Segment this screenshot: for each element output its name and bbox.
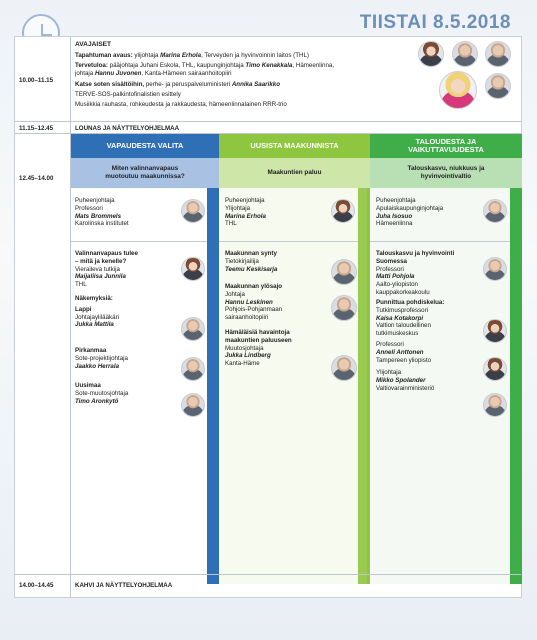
speaker-photo xyxy=(418,41,444,67)
session-time: 12.45–14.00 xyxy=(19,175,54,182)
column-subtitle-2: Maakuntien paluu xyxy=(219,158,370,188)
speaker-photo xyxy=(483,199,507,223)
program-sheet xyxy=(14,36,522,598)
column-header-3: TALOUDESTA JA VAIKUTTAVUUDESTA xyxy=(370,134,522,158)
lunch-time: 11.15–12.45 xyxy=(19,125,54,132)
speaker-photo xyxy=(331,355,357,381)
speaker-photo xyxy=(331,199,355,223)
speaker-photo xyxy=(331,259,357,285)
talk-3-4: Ylijohtaja Mikko Spolander Valtiovarainministeriö xyxy=(376,369,435,392)
opening-title: AVAJAISET xyxy=(75,41,112,48)
chair-1: Puheenjohtaja Professori Mats Brommels Karolinska institutet xyxy=(75,197,129,228)
talk-1-3: Pirkanmaa Sote-projektijohtaja Jaakko Herrala xyxy=(75,347,128,370)
speaker-photo xyxy=(452,41,478,67)
coffee-time: 14.00–14.45 xyxy=(19,582,54,589)
talk-2-1: Maakunnan synty Tietokirjailija Teemu Keskisarja xyxy=(225,250,278,273)
speaker-photo xyxy=(181,393,205,417)
coffee-label: KAHVI JA NÄYTTELYOHJELMAA xyxy=(75,582,173,589)
column-subtitle-1: Miten valinnanvapaus muotoutuu maakunnissa? xyxy=(71,158,219,188)
speaker-photo xyxy=(485,73,511,99)
chair-2: Puheenjohtaja Ylijohtaja Marina Erhola THL xyxy=(225,197,266,228)
talk-2-2: Maakunnan ylösajo Johtaja Hannu Leskinen Pohjois-Pohjanmaan sairaanhoitopiiri xyxy=(225,283,283,322)
speaker-photo xyxy=(483,393,507,417)
talk-1-4: Uusimaa Sote-muutosjohtaja Timo Aronkytö xyxy=(75,382,129,405)
speaker-photo xyxy=(483,319,507,343)
talk-3-1: Talouskasvu ja hyvinvointi Suomessa Professori Matti Pohjola Aalto-yliopiston kauppakorkeakoulu xyxy=(376,250,455,296)
talk-3-2: Punnittua pohdiskelua: Tutkimusprofessori Kaisa Kotakorpi Valtion taloudellinen tutkimuskeskus xyxy=(376,299,445,338)
talk-2-3: Hämäläisiä havaintoja maakuntien paluuseen Muutosjohtaja Jukka Lindberg Kanta-Häme xyxy=(225,329,292,368)
speaker-photo xyxy=(483,257,507,281)
speaker-photo xyxy=(181,357,205,381)
speaker-photo xyxy=(483,357,507,381)
speaker-photo xyxy=(181,199,205,223)
speaker-photo xyxy=(439,71,477,109)
column-subtitle-3: Talouskasvu, niukkuus ja hyvinvointivaltio xyxy=(370,158,522,188)
column-header-1: VAPAUDESTA VALITA xyxy=(71,134,219,158)
speaker-photo xyxy=(485,41,511,67)
speaker-photo xyxy=(181,317,205,341)
speaker-photo xyxy=(331,295,357,321)
talk-1-2: Näkemyksiä: Lappi Johtajaylilääkäri Jukka Mattila xyxy=(75,295,120,329)
opening-time: 10.00–11.15 xyxy=(19,77,54,84)
talk-1-1: Valinnanvapaus tulee – mitä ja kenelle? Vieraileva tutkija Maijaliisa Junnila THL xyxy=(75,250,138,289)
talk-3-3: Professori Anneli Anttonen Tampereen yliopisto xyxy=(376,341,432,364)
chair-3: Puheenjohtaja Apulaiskaupunginjohtaja Juha Isosuo Hämeenlinna xyxy=(376,197,444,228)
column-header-2: UUSISTA MAAKUNNISTA xyxy=(219,134,370,158)
speaker-photo xyxy=(181,257,205,281)
opening-lines: Tapahtuman avaus: ylijohtaja Marina Erhola, Terveyden ja hyvinvoinnin laitos (THL) Tervetuloa: pääjohtaja Juhani Eskola, THL, kaupunginjohtaja Timo Kenakkala, Hämeenlinna, johtaja Hannu Juvonen, Kanta-Hämeen sairaanhoitopiiri Katse soten sisältöihin, perhe- ja peruspalveluministeri Annika Saarikko TERVE-SOS-palkintofinalistien esittely Musiikkia rauhasta, rohkeudesta ja rakkaudesta, hämeenlinnalainen RRR-trio xyxy=(75,52,335,108)
lunch-label: LOUNAS JA NÄYTTELYOHJELMAA xyxy=(75,125,180,132)
page-title: TIISTAI 8.5.2018 xyxy=(359,12,511,33)
